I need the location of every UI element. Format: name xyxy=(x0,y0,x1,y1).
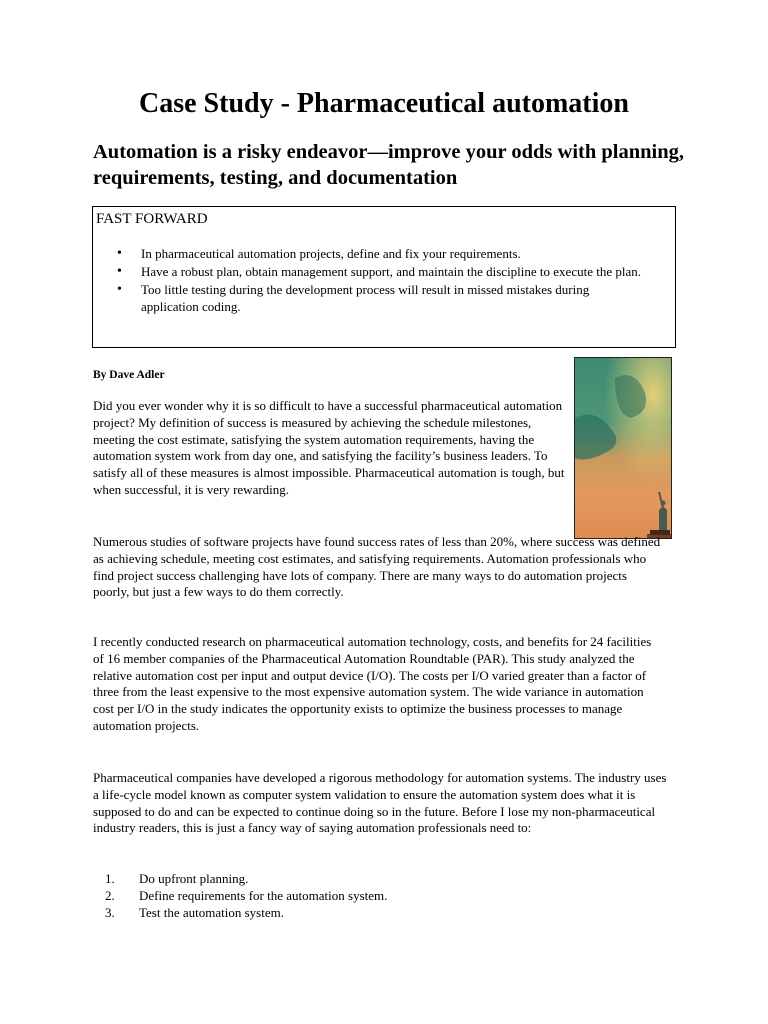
page-title: Case Study - Pharmaceutical automation xyxy=(139,88,629,119)
body-paragraph: Numerous studies of software projects have found success rates of less than 20%, where success was defined as achieving schedule, meeting cost estimates, and satisfying requirements. Automation professionals who find project success challenging have lots of company. There are many ways to do automation projects poorly, but just a few ways to do them correctly. xyxy=(93,534,661,600)
list-item-number: 3. xyxy=(105,905,115,920)
list-item-number: 1. xyxy=(105,871,115,886)
list-item-text: Define requirements for the automation system. xyxy=(139,888,388,903)
list-item-text: Do upfront planning. xyxy=(139,871,249,886)
fast-forward-bullet: • Have a robust plan, obtain management support, and maintain the discipline to execute the plan. xyxy=(93,263,677,280)
fast-forward-box xyxy=(92,206,676,348)
author-byline: By Dave Adler xyxy=(93,369,165,381)
list-item xyxy=(93,887,653,904)
fast-forward-list xyxy=(93,245,677,316)
list-item xyxy=(93,870,653,887)
illustration-figure-icon xyxy=(575,358,672,539)
body-paragraph: Pharmaceutical companies have developed a rigorous methodology for automation systems. The industry uses a life-cycle model known as computer system validation to ensure the automation system does what it is supposed to do and can be expected to continue doing so in the future. Before I lose my non-pharmaceutical industry readers, this is just a fancy way of saying automation professionals need to: xyxy=(93,770,667,836)
list-item-number: 2. xyxy=(105,888,115,903)
steps-list xyxy=(93,870,653,921)
body-paragraph: Did you ever wonder why it is so difficult to have a successful pharmaceutical automation project? My definition of success is measured by achieving the schedule milestones, meeting the cost estimate, satisfying the system automation requirements, having the automation system work from day one, and satisfying the facility’s business leaders. To satisfy all of these measures is almost impossible. Pharmaceutical automation is tough, but when successful, it is very rewarding. xyxy=(93,398,565,497)
list-item xyxy=(93,904,653,921)
list-item-text: Test the automation system. xyxy=(139,905,284,920)
body-paragraph: I recently conducted research on pharmaceutical automation technology, costs, and benefits for 24 facilities of 16 member companies of the Pharmaceutical Automation Roundtable (PAR). This study analyzed the relative automation cost per input and output device (I/O). The costs per I/O varied greater than a factor of three from the least expensive to the most expensive automation system. The wide variance in automation cost per I/O in the study indicates the opportunity exists to optimize the business processes to manage automation projects. xyxy=(93,634,652,733)
illustration-image xyxy=(574,357,672,539)
fast-forward-bullet: • In pharmaceutical automation projects, define and fix your requirements. xyxy=(93,245,677,262)
fast-forward-bullet: • Too little testing during the development process will result in missed mistakes during application coding. xyxy=(93,281,677,315)
article-subtitle: Automation is a risky endeavor—improve your odds with planning, requirements, testing, and documentation xyxy=(93,141,684,189)
fast-forward-heading: FAST FORWARD xyxy=(96,211,208,227)
